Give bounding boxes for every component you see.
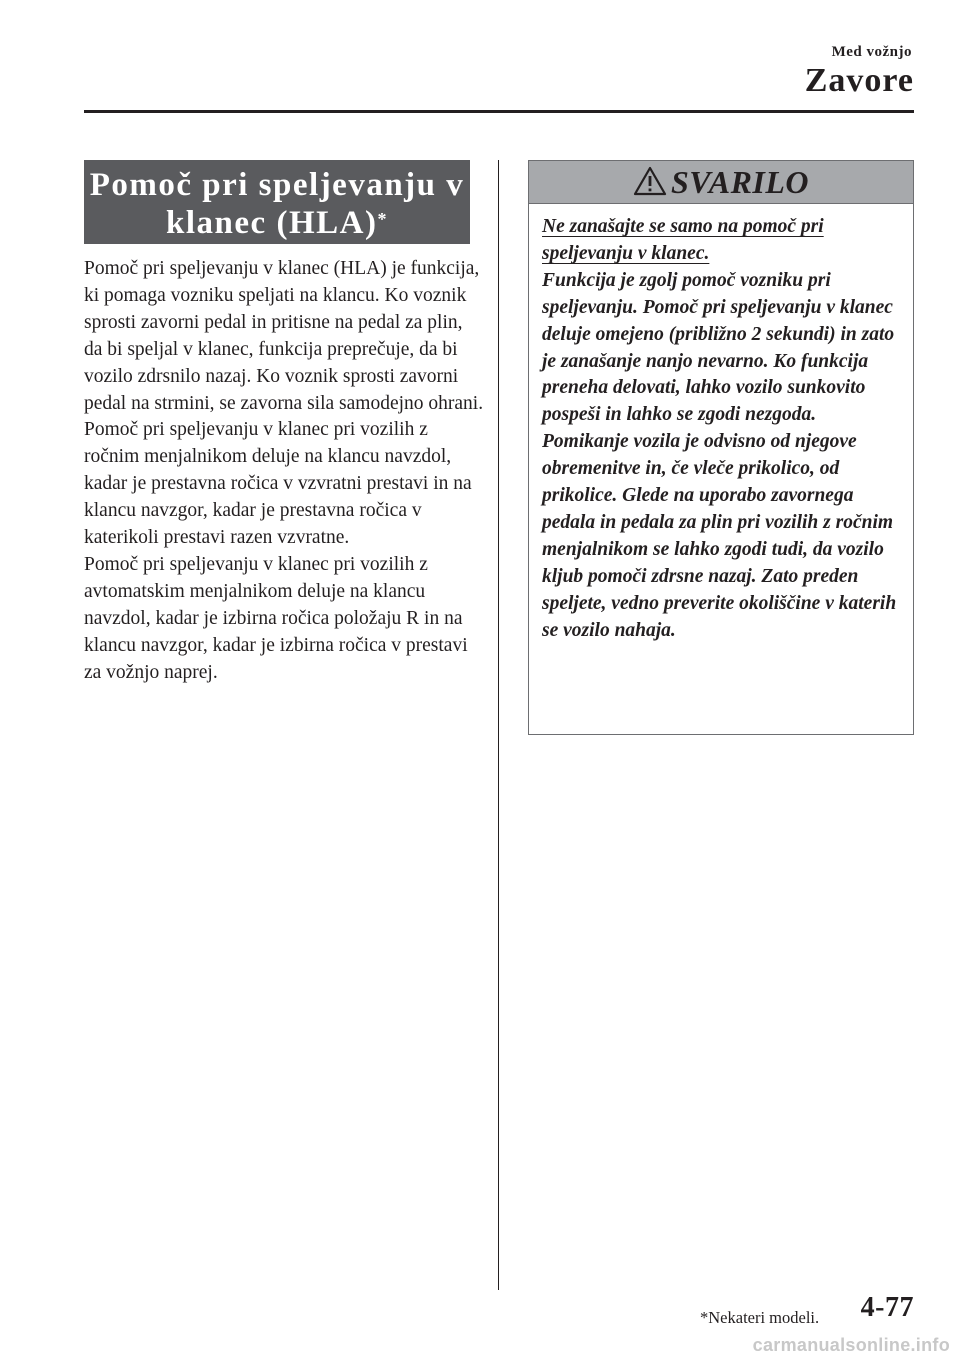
- warning-triangle-icon: [633, 166, 667, 196]
- topic-title-box: [84, 160, 470, 244]
- warning-body: [529, 204, 913, 645]
- topic-title-line-2: [84, 204, 470, 242]
- warning-header: [529, 161, 913, 204]
- body-paragraph-1: Pomoč pri speljevanju v klanec (HLA) je funkcija, ki pomaga vozniku speljati na klancu. Ko voznik sprosti zavorni pedal in pritisne na pedal za plin, da bi speljal v klanec, funkcija preprečuje, da bi vozilo zdrsnilo nazaj. Ko voznik sprosti zavorni pedal na strmini, se zavorna sila samodejno ohrani.: [84, 258, 484, 414]
- chapter-label: Med vožnjo: [831, 44, 912, 60]
- warning-lead: [542, 214, 899, 268]
- warning-text: Funkcija je zgolj pomoč vozniku pri speljevanju. Pomoč pri speljevanju v klanec deluje omejeno (približno 2 sekundi) in zato je zanašanje nanjo nevarno. Ko funkcija preneha delovati, lahko vozilo sunkovito pospeši in lahko se zgodi nezgoda. Pomikanje vozila je odvisno od njegove obremenitve in, če vleče prikolico, od prikolice. Glede na uporabo zavornega pedala in pedala za plin pri vozilih z ročnim menjalnikom se lahko zgodi tudi, da vozilo kljub pomoči zdrsne nazaj. Zato preden speljete, vedno preverite okoliščine v katerih se vozilo nahaja.: [542, 269, 897, 641]
- page-number: 4-77: [860, 1292, 914, 1323]
- footnote: *Nekateri modeli.: [700, 1308, 820, 1327]
- body-text: [84, 256, 484, 687]
- watermark: carmanualsonline.info: [752, 1335, 950, 1355]
- topic-title-text: klanec (HLA): [166, 205, 378, 241]
- warning-box: [528, 160, 914, 735]
- body-paragraph-2: Pomoč pri speljevanju v klanec pri vozilih z ročnim menjalnikom deluje na klancu navzdol, kadar je prestavna ročica v vzvratni prestavi in na klancu navzgor, kadar je prestavna ročica v katerikoli prestavi razen vzvratne.: [84, 419, 472, 549]
- header-rule: [84, 110, 914, 113]
- warning-lead-text: Ne zanašajte se samo na pomoč pri speljevanju v klanec.: [542, 216, 824, 264]
- topic-title-line-1: Pomoč pri speljevanju v: [89, 167, 465, 203]
- column-divider: [498, 160, 499, 1290]
- warning-title: SVARILO: [670, 164, 810, 200]
- footnote-marker: *: [377, 209, 388, 229]
- section-heading: Zavore: [804, 62, 914, 99]
- body-paragraph-3: Pomoč pri speljevanju v klanec pri vozilih z avtomatskim menjalnikom deluje na klancu navzdol, kadar je izbirna ročica položaju R in na klancu navzgor, kadar je izbirna ročica v prestavi za vožnjo naprej.: [84, 553, 468, 683]
